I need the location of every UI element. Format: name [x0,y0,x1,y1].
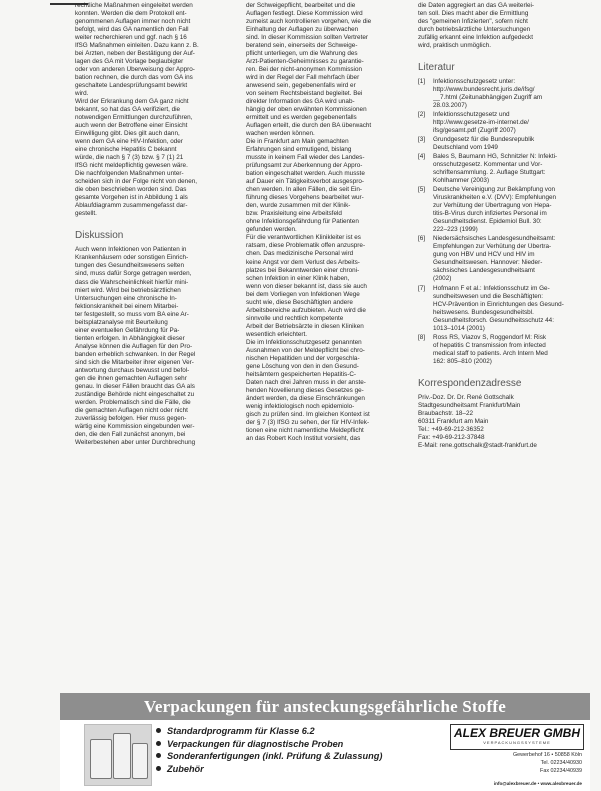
body-text-line: Auflagen erteilt, die durch den BA überwacht [246,122,372,130]
body-text-line: Einwilligung gibt. Dies gilt auch dann, [75,130,180,138]
body-text-line: bei dem Vorliegen von Infektionen Wege [246,290,360,298]
section-heading-diskussion: Diskussion [75,230,124,242]
body-text-line: tienten erfolgen. In Abhängigkeit dieser [75,334,185,342]
reference-line: Gesundheitsdienst. Epidemiol Bull. 30: [433,218,542,226]
reference-line: Deutschland vom 1949 [433,144,498,152]
reference-line: medical staff to patients. Arch Intern Med [433,349,548,357]
address-line: Tel.: +49-69-212-36352 [418,425,484,433]
body-text-line: Auflagen festlegt. Diese Kommission wird [246,10,363,18]
reference-line: gung von HBV und HCV und HIV im [433,251,535,259]
column-2 [246,2,406,443]
reference-number: [6] [418,235,426,243]
body-text-line: bekannt, so hat das GA verifiziert, die [75,106,181,114]
body-text-line: notwendigen Ermittlungen durchzuführen, [75,114,193,122]
body-text-line: der § 7 (3) IfSG zu sehen, der für HIV-Infek- [246,418,370,426]
ad-product-item [156,738,382,751]
body-text-line: beitsplatzanalyse mit Beurteilung [75,318,168,326]
body-text-line: eine chronische Hepatitis C bekannt [75,146,177,154]
ad-title: Verpackungen für ansteckungsgefährliche Stoffe [144,697,506,716]
body-text-line: tionen eine nicht namentliche Meldepflicht [246,426,364,434]
body-text-line: den, die den Fall zunächst anonym, bei [75,430,186,438]
ad-product-item [156,763,382,776]
reference-line: (2002) [433,275,452,283]
body-text-line: würde, die nach § 7 (3) bzw. § 7 (1) 21 [75,154,184,162]
body-text-line: befolgt, wird das GA namentlich den Fall [75,26,189,34]
body-text-line: ohne Infektionsgefährdung für Patienten [246,218,359,226]
reference-text [433,78,578,110]
body-text-line: platzes bei Bekanntwerden einer chroni- [246,266,360,274]
reference-line: ifsg/gesamt.pdf (Zugriff 2007) [433,127,516,135]
reference-line: Grundgesetz für die Bundesrepublik [433,136,535,144]
reference-number: [5] [418,186,426,194]
body-text-line: genau. In dieser Fällen braucht das GA als [75,382,195,390]
body-text-line: ren. Bei der nicht-anonymen Kommission [246,66,363,74]
body-text-line: dass die Wahrscheinlichkeit hierfür mini- [75,278,189,286]
contact-line: Tel. 02234/40930 [540,760,582,766]
reference-text [433,285,578,333]
body-text-line: Untersuchungen eine chronische In- [75,294,177,302]
body-text-line: gisch zu prüfen sind. Im gleichen Kontext ist [246,410,370,418]
body-text-line: sucht wie, diese Beschäftigten andere [246,298,353,306]
reference-number: [1] [418,78,426,86]
body-text-line: die gemachten Auflagen nicht oder nicht [75,406,188,414]
body-text-line: Auch wenn Infektionen von Patienten in [75,246,187,254]
reference-line: Infektionsschutzgesetz und [433,111,510,119]
body-text-line: zuständige Behörde nicht eingeschaltet zu [75,390,195,398]
advertisement [60,693,590,791]
reference-number: [7] [418,284,426,292]
canister-icon [90,739,112,779]
reference-line: sundheitswesen und die Beschäftigten: [433,292,544,300]
body-text-line: scheiden sich in der Folge nicht von denen, [75,178,198,186]
tube-icon [113,733,131,779]
reference-item [418,285,578,333]
body-text-line: werden. Problematisch sind die Fälle, die [75,398,191,406]
body-text-line: gestellt. [75,210,97,218]
reference-line: Viruskrankheiten e.V. (DVV): Empfehlungen [433,194,557,202]
reference-line: Hofmann F et al.: Infektionsschutz im Ge- [433,284,550,292]
body-text-line: Die im Infektionsschutzgesetz genannten [246,338,362,346]
bullet-icon [156,728,161,733]
section-heading-literatur: Literatur [418,62,455,74]
ad-product-label: Standardprogramm für Klasse 6.2 [167,726,315,736]
body-text-line: gene Löschung von den in den Gesund- [246,362,359,370]
ad-product-list [156,725,382,775]
reference-line: http://www.bundesrecht.juris.de/ifsg/ [433,86,535,94]
body-text-line: IfSG nicht meldepflichtig gewesen wäre. [75,162,188,170]
address-line: Stadtgesundheitsamt Frankfurt/Main [418,401,521,409]
body-text-line: bzw. Praxisleitung eine Arbeitsfeld [246,210,342,218]
body-text-line: wesentlich erleichtert. [246,330,307,338]
body-text-line: chen. Das medizinische Personal wird [246,250,354,258]
body-text-line: einer eventuellen Gefährdung für Pa- [75,326,180,334]
body-text-line: an das Robert Koch Institut vorsieht, das [246,434,361,442]
body-text-line: bation eingeschaltet werden. Auch musste [246,170,365,178]
body-text-line: banden erheblich schwanken. In der Regel [75,350,196,358]
body-text-line: direkter Information des GA wird unab- [246,98,355,106]
reference-text [433,235,578,283]
reference-line: Deutsche Vereinigung zur Bekämpfung von [433,186,556,194]
body-text-line: tungen des Gesundheitswesens selten [75,262,184,270]
body-text-line: auch wenn der Betroffene einer Einsicht [75,122,188,130]
body-text-line: IfSG Maßnahmen einleiten. Dazu kann z. B. [75,42,199,50]
reference-line: onsschutzgesetz. Kommentar und Vor- [433,161,543,169]
reference-number: [2] [418,111,426,119]
body-text-line: wird. [75,90,89,98]
company-web: info@alexbreuer.de • www.alexbreuer.de [493,781,582,786]
company-contact [490,751,582,775]
reference-item [418,136,578,152]
body-text-line: sinnvolle und rechtlich kompetente [246,314,344,322]
body-text-line: Erfahrungen sind ermutigend, bislang [246,146,352,154]
reference-line: Ross RS, Viazov S, Roggendorf M: Risk [433,333,547,341]
body-text-line: Daten nach drei Jahren muss in der anste- [246,378,366,386]
body-text-line: Analyse können die Auflagen für den Pro- [75,342,193,350]
body-text-line: chen werden. In allen Fällen, die seit Ein- [246,186,363,194]
body-text-line: fektionskrankheit bei einem Mitarbei- [75,302,179,310]
body-text-line: gen die ihnen gemachten Auflagen sehr [75,374,187,382]
body-text-line: Krankenhäusern oder sonstigen Einrich- [75,254,189,262]
reference-line: schriftensammlung. 2. Auflage Stuttgart: [433,169,546,177]
reference-number: [4] [418,153,426,161]
body-text-line: ter festgestellt, so muss vom BA eine Ar- [75,310,189,318]
body-text-line: Wird der Erkrankung dem GA ganz nicht [75,98,189,106]
reference-line: sächsisches Landesgesundheitsamt [433,267,535,275]
ad-product-item [156,750,382,763]
body-text-line: gesamte Vorgehen ist in Abbildung 1 als [75,194,188,202]
reference-line: zur Verhütung der Übertragung von Hepa- [433,202,552,210]
ad-product-label: Zubehör [167,763,204,774]
body-text-line: bei Ärzten, neben der Bestätigung der Auf- [75,50,195,58]
reference-item [418,186,578,234]
company-logo [450,724,584,750]
reference-text [433,153,578,185]
body-text-line: oder von anderen Überweisung der Appro- [75,66,195,74]
address-line: E-Mail: rene.gottschalk@stadt-frankfurt.de [418,441,537,449]
body-text-line: Arzt-Patienten-Geheimnisses zu garantie- [246,58,364,66]
section-heading-korrespondenz: Korrespondenzadresse [418,377,522,389]
body-text-line: auf Dauer ein Tätigkeitsverbot ausgespro- [246,178,365,186]
body-text-line: konnten. Werden die dem Protokoll ent- [75,10,187,18]
body-text-line: der Schweigepflicht, bearbeitet und die [246,2,356,9]
body-text-line: führung dieses Vorgehens bearbeitet wur- [246,194,364,202]
body-text-line: wenn dem GA eine HIV-Infektion, oder [75,138,183,146]
body-text-line: wachen werden können. [246,130,315,138]
ad-product-item [156,725,382,738]
body-text-line: rechtliche Maßnahmen eingeleitet werden [75,2,193,9]
body-text-line: Die nachfolgenden Maßnahmen unter- [75,170,184,178]
reference-item [418,153,578,185]
body-text-line: bation rechnen, die durch das vom GA ins [75,74,193,82]
body-text-line: ten soll. Dies macht aber die Ermittlung [418,10,529,18]
reference-line: Gesundheitsforsch. Gesundheitsschutz 44: [433,316,554,324]
reference-line: of hepatitis C transmission from infected [433,341,546,349]
body-text-line: wird, praktisch unmöglich. [418,42,491,50]
bullet-icon [156,753,161,758]
address-line: Braubachstr. 18–22 [418,409,474,417]
body-text-line: antwortung durchaus bewusst und befol- [75,366,190,374]
body-text-line: beratend sein, einerseits der Schweige- [246,42,358,50]
body-text-line: weiter recherchieren und ggf. nach § 16 [75,34,187,42]
body-text-line: anwesend sein, gegebenenfalls wird er [246,82,356,90]
body-text-line: Arbeit der Betriebsärzte in diesen Kliniken [246,322,364,330]
body-text-line: hängig der oben erwähnten Kommissionen [246,106,367,114]
company-name: ALEX BREUER GMBH [453,726,580,740]
reference-line: Niedersächsisches Landesgesundheitsamt: [433,235,556,243]
reference-line: 1013–1014 (2001) [433,324,485,332]
reference-line: Kohlhammer (2003) [433,177,490,185]
reference-text [433,334,578,366]
body-text-line: Einhaltung der Auflagen zu überwachen [246,26,359,34]
reference-line: 222–223 (1999) [433,226,478,234]
body-text-line: Weiterbestehen aber unter Durchbrechung [75,438,196,446]
body-text-line: nischen Hepatitiden und der vorgeschla- [246,354,360,362]
reference-line: http://www.gesetze-im-internet.de/ [433,119,529,127]
bullet-icon [156,741,161,746]
reference-line: 162: 805–810 (2002) [433,357,492,365]
packaging-photo [84,724,152,786]
body-text-line: ermittelt und es werden gegebenenfalls [246,114,357,122]
body-text-line: wenn von dieser bekannt ist, dass sie auch [246,282,367,290]
body-text-line: zufällig erkannt eine Infektion aufgedeckt [418,34,533,42]
body-text-line: zumeist auch kontrollieren vorgehen, wie die [246,18,372,26]
reference-line: 28.03.2007) [433,102,467,110]
body-text-line: ändert werden, da diese Einschränkungen [246,394,365,402]
reference-line: heitswesens. Bundesgesundheitsbl. [433,308,534,316]
body-text-line: geschaltete Landesprüfungsamt bewirkt [75,82,188,90]
body-text-line: den, wurde zusammen mit der Klinik- [246,202,351,210]
reference-text [433,136,578,152]
ad-product-label: Sonderanfertigungen (inkl. Prüfung & Zulassung) [167,751,383,762]
reference-line: Infektionsschutzgesetz unter: [433,78,516,86]
body-text-line: des "gemeinen Infizierten", sofern nicht [418,18,528,26]
reference-number: [3] [418,136,426,144]
body-text-line: die Daten aggregiert an das GA weiterlei- [418,2,535,9]
body-text-line: sind, muss dafür Sorge getragen werden, [75,270,192,278]
body-text-line: die oben beschrieben worden sind. Das [75,186,187,194]
body-text-line: keine Angst vor dem Verlust des Arbeits- [246,258,360,266]
body-text-line: wird in der Regel der Fall mehrfach über [246,74,360,82]
reference-number: [8] [418,333,426,341]
contact-line: Gewerbehof 16 • 50858 Köln [512,752,582,758]
address-line: Priv.-Doz. Dr. Dr. René Gottschalk [418,393,514,401]
reference-line: __7.html (Zeitunabhängigen Zugriff am [433,94,543,102]
body-text-line: genommenen Auflagen immer noch nicht [75,18,191,26]
address-line: 60311 Frankfurt am Main [418,417,489,425]
company-tagline: VERPACKUNGSSYSTEME [483,740,551,745]
reference-line: Gesundheitswesen. Hannover: Nieder- [433,259,543,267]
column-1 [75,2,233,447]
body-text-line: gefunden werden. [246,226,297,234]
body-text-line: sind sich die Mitarbeiter ihrer eigenen Ver- [75,358,194,366]
reference-item [418,235,578,283]
reference-line: Empfehlungen zur Verhütung der Übertra- [433,243,552,251]
body-text-line: Ausnahmen von der Meldepflicht bei chro- [246,346,365,354]
reference-item [418,111,578,135]
body-text-line: wenig infektiologisch noch epidemiolo- [246,402,355,410]
address-line: Fax: +49-69-212-37848 [418,433,485,441]
reference-line: titis-B-Virus durch infiziertes Personal im [433,210,547,218]
body-text-line: zuverlässig befolgen. Hier muss gegen- [75,414,187,422]
body-text-line: henden Novellierung dieses Gesetzes ge- [246,386,364,394]
body-text-line: lagen des GA mit Vorlage beglaubigter [75,58,184,66]
contact-line: Fax 02234/40939 [540,768,582,774]
body-text-line: prüfungsamt zur Aberkennung der Appro- [246,162,363,170]
body-text-line: Ablaufdiagramm zusammengefasst dar- [75,202,188,210]
body-text-line: sind. In dieser Kommission sollten Vertreter [246,34,368,42]
body-text-line: von seinem Rechtsbeistand begleitet. Bei [246,90,363,98]
body-text-line: Die in Frankfurt am Main gemachten [246,138,349,146]
body-text-line: ratsam, diese Problematik offen anzuspre- [246,242,366,250]
body-text-line: Arbeitsbereiche aufzubieten. Auch wird die [246,306,366,314]
body-text-line: schen Infektion in einer Klinik haben, [246,274,350,282]
reference-item [418,78,578,110]
reference-text [433,186,578,234]
body-text-line: Für die verantwortlichen Klinikleiter ist es [246,234,361,242]
body-text-line: durch betriebsärztliche Untersuchungen [418,26,531,34]
column-3 [418,2,578,450]
body-text-line: heitsämtern gespeicherten Hepatitis-C- [246,370,357,378]
body-text-line: wärtig eine Kommission eingebunden wer- [75,422,195,430]
body-text-line: pflicht unterliegen, um die Wahrung des [246,50,358,58]
ad-product-label: Verpackungen für diagnostische Proben [167,738,344,749]
body-text-line: miert wird. Wird bei betriebsärztlichen [75,286,181,294]
reference-item [418,334,578,366]
reference-text [433,111,578,135]
bullet-icon [156,766,161,771]
body-text-line: musste in keinem Fall wieder des Landes- [246,154,365,162]
container-icon [132,743,148,779]
reference-line: HCV-Prävention in Einrichtungen des Gesund- [433,300,564,308]
reference-line: Bales S, Baumann HG, Schnitzler N: Infekti- [433,153,558,161]
correspondence-address [418,394,578,450]
